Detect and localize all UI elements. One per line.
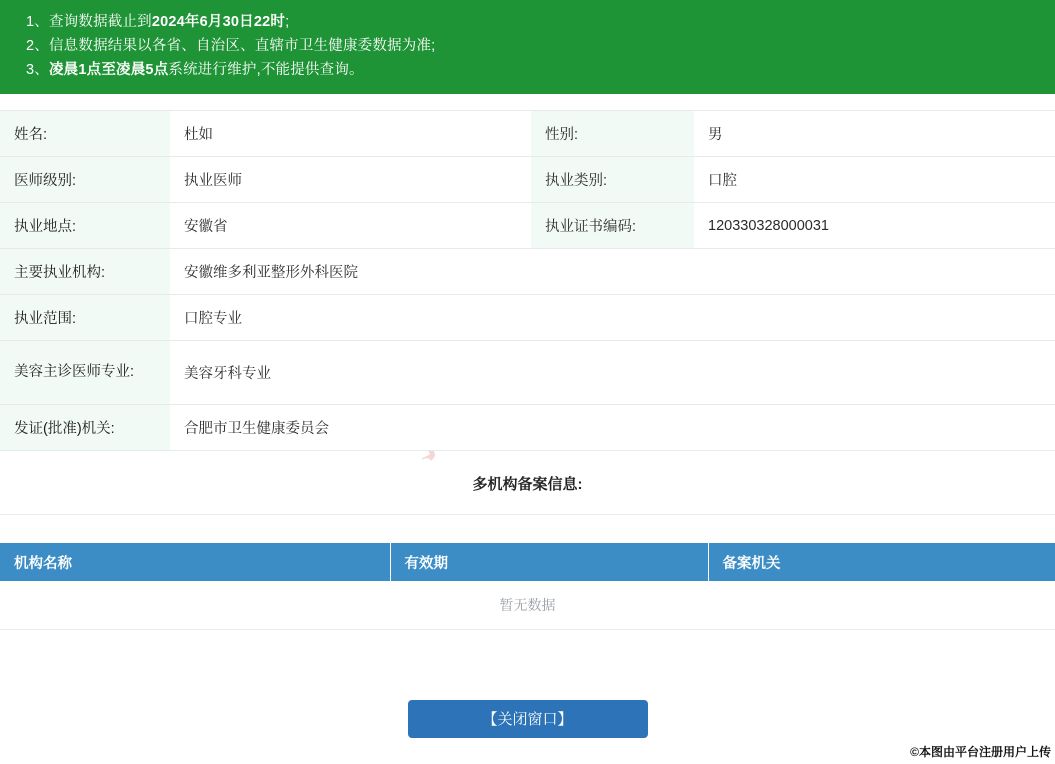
record-section (0, 543, 1055, 630)
empty-state-text: 暂无数据 (0, 581, 1055, 630)
table-row (0, 111, 1055, 157)
section-title-multi-institution: 多机构备案信息: (0, 451, 1055, 515)
label-license-number: 执业证书编码: (531, 203, 694, 249)
upload-credit-note: ©本图由平台注册用户上传 (910, 745, 1051, 759)
close-window-button[interactable]: 【关闭窗口】 (408, 700, 648, 738)
label-practice-category: 执业类别: (531, 157, 694, 203)
notice-line-1-number: 1、 (26, 14, 49, 30)
value-practice-location: 安徽省 (170, 203, 531, 249)
column-header-institution-name: 机构名称 (0, 543, 390, 581)
label-practice-scope: 执业范围: (0, 295, 170, 341)
table-row (0, 249, 1055, 295)
label-practice-location: 执业地点: (0, 203, 170, 249)
notice-line-2-number: 2、 (26, 38, 49, 54)
notice-line-3 (0, 58, 1055, 82)
label-issuing-authority: 发证(批准)机关: (0, 405, 170, 451)
column-header-record-authority: 备案机关 (708, 543, 1055, 581)
value-doctor-level: 执业医师 (170, 157, 531, 203)
record-table-header-row (0, 543, 1055, 581)
notice-line-2-text: 信息数据结果以各省、自治区、直辖市卫生健康委数据为准; (48, 38, 436, 54)
table-row (0, 405, 1055, 451)
notice-line-3-number: 3、 (26, 62, 49, 78)
record-table (0, 543, 1055, 630)
value-gender: 男 (694, 111, 1055, 157)
doctor-info-section (0, 110, 1055, 451)
label-main-institution: 主要执业机构: (0, 249, 170, 295)
value-main-institution: 安徽维多利亚整形外科医院 (170, 249, 1055, 295)
value-name: 杜如 (170, 111, 531, 157)
value-practice-scope: 口腔专业 (170, 295, 1055, 341)
label-doctor-level: 医师级别: (0, 157, 170, 203)
doctor-info-table (0, 110, 1055, 451)
footer (0, 700, 1055, 738)
record-table-empty-row (0, 581, 1055, 630)
label-cosmetic-specialty: 美容主诊医师专业: (0, 341, 170, 405)
label-name: 姓名: (0, 111, 170, 157)
notice-line-1-text: 查询数据截止到2024年6月30日22时; (48, 14, 290, 30)
column-header-valid-period: 有效期 (390, 543, 708, 581)
value-cosmetic-specialty: 美容牙科专业 (170, 341, 1055, 405)
table-row (0, 341, 1055, 405)
value-issuing-authority: 合肥市卫生健康委员会 (170, 405, 1055, 451)
table-row (0, 295, 1055, 341)
label-gender: 性别: (531, 111, 694, 157)
value-license-number: 120330328000031 (694, 203, 1055, 249)
notice-line-3-text: 凌晨1点至凌晨5点系统进行维护,不能提供查询。 (48, 62, 364, 78)
notice-line-2 (0, 34, 1055, 58)
notice-banner (0, 0, 1055, 94)
notice-line-1 (0, 10, 1055, 34)
table-row (0, 157, 1055, 203)
table-row (0, 203, 1055, 249)
value-practice-category: 口腔 (694, 157, 1055, 203)
